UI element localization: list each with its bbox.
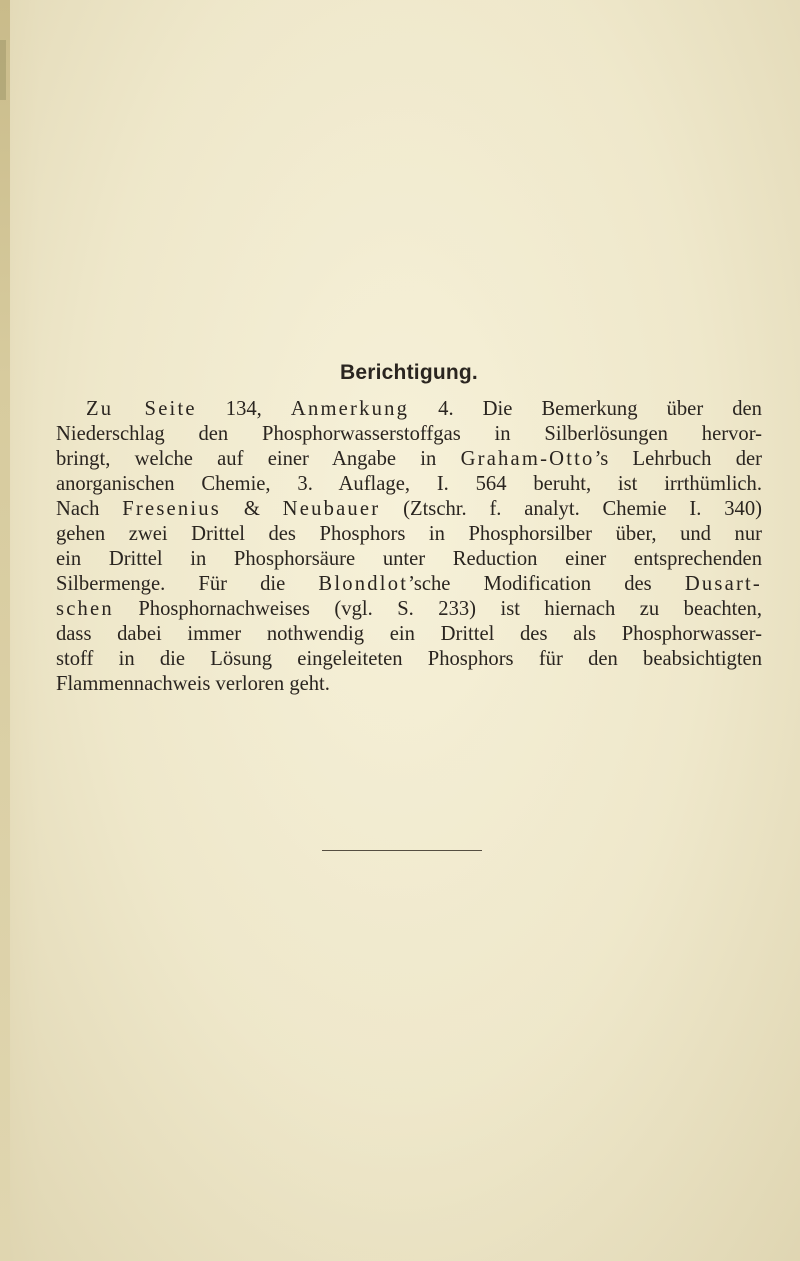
document-content [56,360,762,697]
spaced-text: Graham-Otto [460,448,595,471]
paragraph-line [56,647,762,672]
text-run: 4. Die Bemerkung über den [409,398,762,421]
section-divider [322,850,482,851]
text-run: Silbermenge. Für die [56,573,319,596]
paragraph-line [56,572,762,597]
text-run: Phosphornachweises (vgl. S. 233) ist hiernach zu beachten, [113,598,762,621]
paragraph-line [56,447,762,472]
spaced-text: Blondlot [318,573,409,596]
text-run: ’s Lehrbuch der [594,448,763,471]
text-run: & [221,498,283,521]
text-run: ’sche Modification des [408,573,685,596]
text-run: 134, [196,398,291,421]
spaced-text: Fresenius [122,498,222,521]
text-run: Nach [56,498,123,521]
text-run: Niederschlag den Phosphorwasserstoffgas in Silberlösungen hervor- [56,423,762,446]
page-title: Berichtigung. [340,361,478,384]
paragraph-line [56,547,762,572]
spaced-text: Dusart- [684,573,762,596]
text-run: bringt, welche auf einer Angabe in [56,448,461,471]
text-run: dass dabei immer nothwendig ein Drittel des als Phosphorwasser- [56,623,762,646]
spaced-text: Anmerkung [290,398,410,421]
paragraph-line [56,497,762,522]
text-run: Flammennachweis verloren geht. [56,673,330,696]
paragraph-line [56,522,762,547]
correction-paragraph [56,397,762,697]
text-run: stoff in die Lösung eingeleiteten Phosphors für den beabsichtigten [56,648,762,671]
text-run: anorganischen Chemie, 3. Auflage, I. 564 beruht, ist irrthümlich. [56,473,762,496]
page-edge [0,0,10,1261]
spaced-text: Neubauer [282,498,381,521]
text-run: ein Drittel in Phosphorsäure unter Reduction einer entsprechenden [56,548,762,571]
spaced-text: Zu Seite [86,398,197,421]
paragraph-line [56,422,762,447]
paragraph-line [56,672,762,697]
paragraph-line [56,472,762,497]
paragraph-line [56,397,762,422]
text-run: gehen zwei Drittel des Phosphors in Phosphorsilber über, und nur [56,523,762,546]
page-binding-mark [0,40,6,100]
spaced-text: schen [56,598,114,621]
paragraph-line [56,622,762,647]
paragraph-line [56,597,762,622]
text-run: (Ztschr. f. analyt. Chemie I. 340) [380,498,762,521]
